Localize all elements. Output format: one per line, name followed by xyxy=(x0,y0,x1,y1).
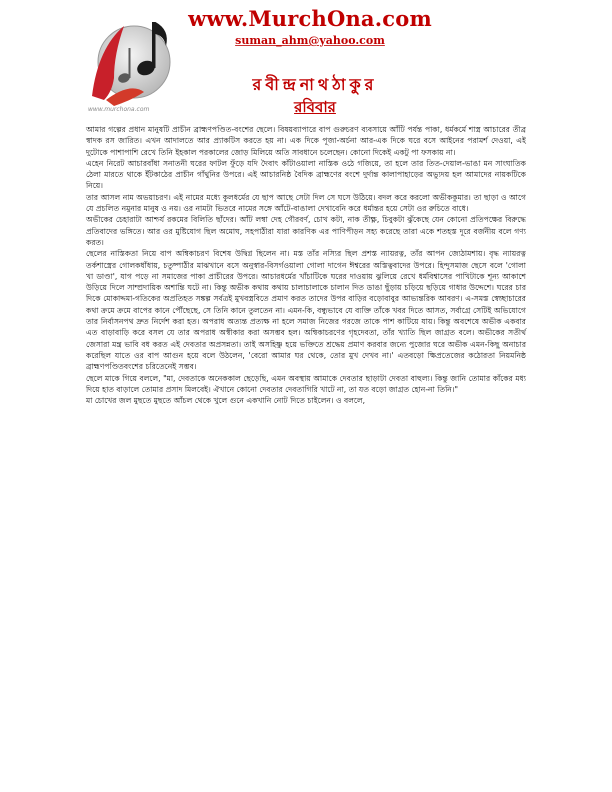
logo-caption: www.murchona.com xyxy=(88,106,150,113)
murchona-logo xyxy=(84,8,176,116)
paragraph: তার আসল নাম অভয়াচরণ। এই নামের মধ্যে কুলধর্মের যে ছাপ আছে সেটা দিল সে ঘসে উঠিয়ে। বদল করে করলো অভীককুমার। তা ছাড়া ও আগে যে প্রচলিত নমুনার মানুষ ও নয়। ওর নামটা ভিতরে নামের সঙ্গে আঁটে-বাঙালা দেখাবেনি করে ধর্মান্তর হয়ে সেটা ওর রুচিতে বাধে। xyxy=(86,192,526,214)
paragraph: আমার গল্পের প্রধান মানুষটি প্রাচীন ব্রাহ্মণপণ্ডিত-বংশের ছেলে। বিষয়ব্যাপারে বাপ গুরুচরণ ব্যবসায়ে আঁটি পর্যন্ত পাকা, ধর্মকর্মে শাস্ত্র আচারের তীব্র স্বাদক রস জারিত। এখন আদালতে আর প্র্যাকটিস করতে হয় না। এক দিকে পূজা-অর্চনা আর-এক দিকে ঘরে বসে আইনের পরামর্শ দেওয়া, এই দুটোকে পাশাপাশি রেখে তিনি ইহকাল পরকালের জোড় মিলিয়ে অতি সাবধানে চলেছেন। কোনো দিকেই একটু পা ফসকায় না। xyxy=(86,125,526,157)
paragraph: ছেলে মাকে গিয়ে বললে, "মা, দেবতাকে অনেককাল ছেড়েছি, এমন অবস্থায় আমাকে দেবতার ছাড়াটা দেবতা বাহুল্য। কিন্তু জানি তোমার কাঁকের মধ্য দিয়ে হাত বাড়ালে তোমার প্রসাদ মিলবেই। ঐখানে কোনো দেবতার দেবতাগিরি খাটে না, তা যত বড়ো জাগ্রত হোন-না তিনি।" xyxy=(86,373,526,394)
email-link[interactable]: suman_ahm@yahoo.com xyxy=(235,34,385,47)
paragraph: অভীকের চেহারাটা আশ্চর্য রকমের বিলিতি ছাঁদের। আঁট লম্বা দেহ গৌরবর্ণ, চোখ কটা, নাক তীক্ষ্ণ, চিবুকটা ঝুঁকেছে যেন কোনো প্রতিপক্ষের বিরুদ্ধে প্রতিবাদের ভঙ্গিতে। আর ওর মুষ্টিযোগ ছিল অমোঘ, সহপাঠীরা যারা কারণিক এর পাণিপীড়ন সহ্য করেছে তারা একে শতহস্ত দূরে বর্জনীয় বলে গণ্য করত। xyxy=(86,215,526,247)
author-name: রবীন্দ্রনাথঠাকুর xyxy=(252,75,378,94)
paragraph: মা চোখের জল মুছতে মুছতে আঁচল থেকে খুলে গুনে একখানি নোট দিতে চাইলেন। ও বললে, xyxy=(86,396,366,406)
paragraph: এহেন নিরেট আচারবাঁধা সনাতনী ঘরের ফাটল ফুঁড়ে যদি দৈবাৎ কাঁটাওয়ালা নাস্তিক ওঠে গজিয়ে, তা হলে তার তিত-দেয়াল-ভাঙা মন সাংঘাতিক ঠেলা মারতে থাকে ইঁটকাঠের প্রাচীন গাঁথুনির উপরে। এই আচারনিষ্ঠ বৈদিক ব্রাহ্মণের বংশে দুর্দান্ত কালাপাহাড়ের অভ্যুদয় হল আমাদের নায়কটিকে নিয়ে। xyxy=(86,158,526,191)
story-title: রবিবার xyxy=(294,98,336,116)
site-url-link[interactable]: www.MurchOna.com xyxy=(188,6,432,31)
paragraph: ছেলের নাস্তিকতা নিয়ে বাপ অম্বিকাচরণ বিশেষ উদ্বিগ্ন ছিলেন না। মস্ত তাঁর নস্যির ছিল প্রশস্ত ন্যায়রত্ন, তাঁর আপন জ্যেঠামশায়। বৃদ্ধ ন্যায়রত্ন তর্কশাস্ত্রের গোলকধাঁধায়, চতুষ্পাঠীর মাঝখানে বসে অনুস্বার-বিসর্গওয়ালা গোলা দাগেন ঈশ্বরের অস্তিত্ববাদের উপরে। হিন্দুসমাজ ছেসে বলে 'গোলা খা ডাণ্ডা', যাগ পড়ে না সমাজের পাকা প্রাচীরের উপরে। আচারধর্মের খাঁচাটিকে ঘরের দাওয়ায় ঝুলিয়ে রেখে ধর্মবিশ্বাসের পাখিটাকে শূন্য আকাশে উড়িয়ে দিলে সাম্প্রদায়িক অশান্তি ঘটে না। কিন্তু অভীক কথায় কথায় চালাচালাকে চালান দিত ডাঙা ছুঁড়ায় চড়িয়ে ছড়িয়ে গাধার উদ্দেশে। ঘরের চার দিকে মোকাদ্দমা-গতিকের অপ্রতিহত সঙ্কল্প সর্বত্রই মুখবস্ত্রবিতে প্রমাণ করত তাদের উপর বাড়ির বড়োবাবুর আভ্যন্তরিক আবরণ। এ-সমস্ত স্বেচ্ছাচারের কথা ক্রমে ক্রমে বাপের কানে পৌঁছেছে, সে তিনি কানে তুলতেন না। এমন-কি, বন্ধুভাবে যে ব্যক্তি তাঁকে খবর দিতে আসত, সর্বাগ্রে সেটিই অভিযোগে তার নির্বাসনপথ দ্রুত নির্দেশ করা হত। অপরাধ অত্যন্ত প্রত্যক্ষ না হলে সমাজ নিজের গরজে তাকে পাশ কাটিয়ে যায়। কিন্তু অবশেষে অভীক একবার এত বাড়াবাড়ি করে বসল যে তার অপরাধ অস্বীকার করা অসম্ভব হল। অম্বিকাচরণের গৃহদেবতা, তাঁর খ্যাতি ছিল জাগ্রত বলে। অভীকের সতীর্থ জেসারা মন্ত্র ভাবি বধ করত এই দেবতার অপ্রসন্নতা। তাই অসহিষ্ণু হয়ে ভক্তিতে শ্রদ্ধেয় প্রমাণ করবার জন্যে পুজোর ঘরে অভীক এমন-কিছু অনাচার করেছিল যাতে ওর বাপ আগুন হয়ে বলে উঠলেন, 'বেরো আমার ঘর থেকে, তোর মুখ দেখব না।' এতবড়ো ক্ষিপ্রতেজের কঠোরতা নিয়মনিষ্ঠ ব্রাহ্মণপণ্ডিতবংশের চরিতেনেই সম্ভব। xyxy=(86,249,526,372)
story-body xyxy=(86,124,526,406)
